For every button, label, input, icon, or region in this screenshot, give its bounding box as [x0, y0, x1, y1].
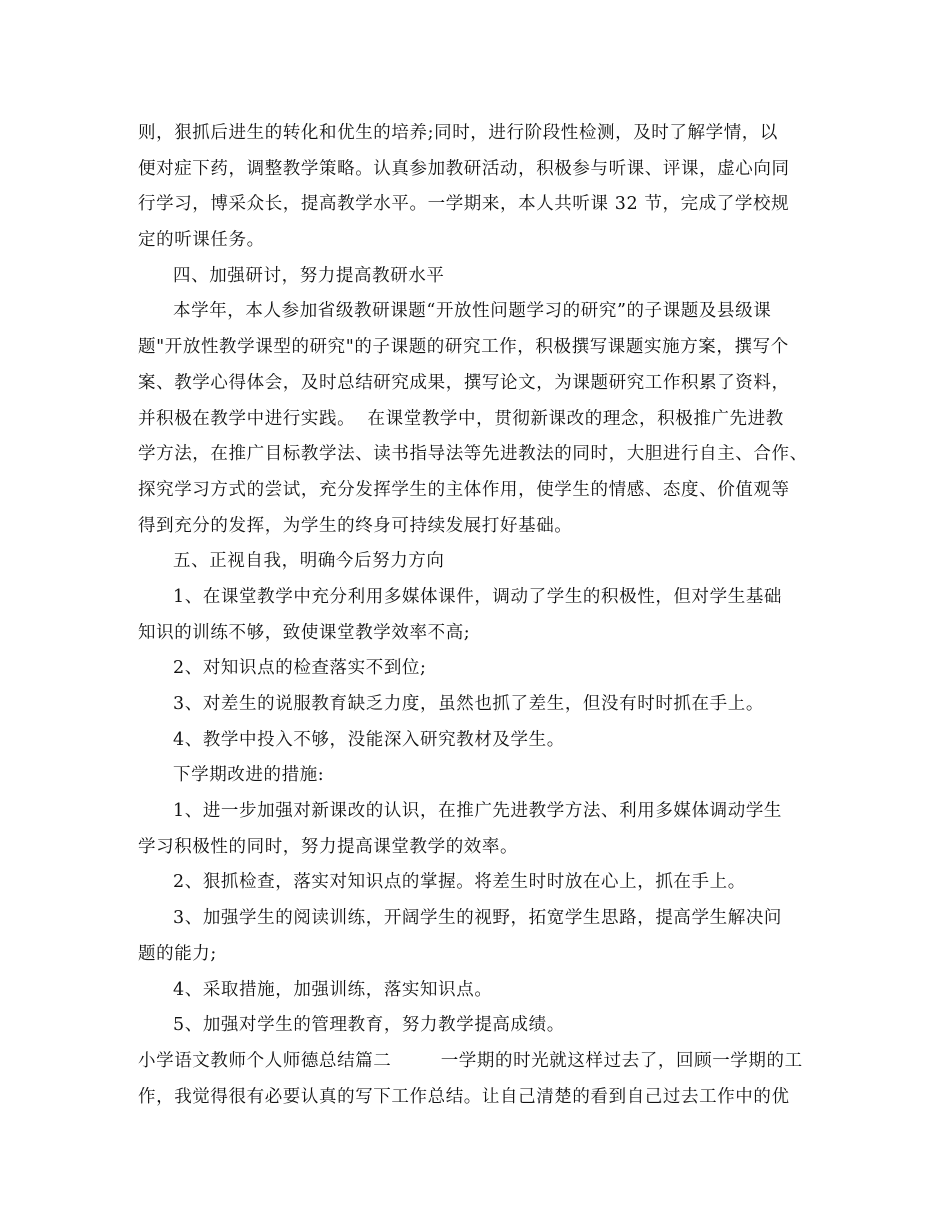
- text-line: 4、采取措施，加强训练，落实知识点。: [173, 979, 493, 1000]
- text-line: 4、教学中投入不够，没能深入研究教材及学生。: [173, 729, 565, 750]
- text-line: 题"开放性教学课型的研究"的子课题的研究工作，积极撰写课题实施方案，撰写个: [138, 337, 789, 358]
- text-line: 2、狠抓检查，落实对知识点的掌握。将差生时时放在心上，抓在手上。: [173, 872, 746, 893]
- text-line: 3、加强学生的阅读训练，开阔学生的视野，拓宽学生思路，提高学生解决问: [173, 908, 783, 929]
- text-line: 2、对知识点的检查落实不到位;: [173, 658, 427, 679]
- text-line: 四、加强研讨，努力提高教研水平: [173, 265, 445, 286]
- text-line: 学习积极性的同时，努力提高课堂教学的效率。: [138, 836, 519, 857]
- text-line: 案、教学心得体会，及时总结研究成果，撰写论文，为课题研究工作积累了资料，: [138, 372, 790, 393]
- text-line: 1、在课堂教学中充分利用多媒体课件，调动了学生的积极性，但对学生基础: [173, 586, 783, 607]
- text-line: 1、进一步加强对新课改的认识，在推广先进教学方法、利用多媒体调动学生: [173, 801, 783, 822]
- text-line: 探究学习方式的尝试，充分发挥学生的主体作用，使学生的情感、态度、价值观等: [138, 479, 790, 500]
- text-line: 知识的训练不够，致使课堂教学效率不高;: [138, 622, 471, 643]
- text-line: 下学期改进的措施:: [173, 765, 325, 786]
- text-line: 作，我觉得很有必要认真的写下工作总结。让自己清楚的看到自己过去工作中的优: [138, 1086, 790, 1107]
- text-line: 便对症下药，调整教学策略。认真参加教研活动，积极参与听课、评课，虚心向同: [138, 158, 790, 179]
- text-line: 题的能力;: [138, 943, 217, 964]
- text-line: 5、加强对学生的管理教育，努力教学提高成绩。: [173, 1015, 565, 1036]
- text-line: 五、正视自我，明确今后努力方向: [173, 551, 445, 572]
- text-line: 定的听课任务。: [138, 230, 265, 251]
- text-line: 得到充分的发挥，为学生的终身可持续发展打好基础。: [138, 515, 573, 536]
- text-line: 行学习，博采众长，提高教学水平。一学期来，本人共听课 32 节，完成了学校规: [138, 194, 790, 215]
- text-line: 并积极在教学中进行实践。 在课堂教学中，贯彻新课改的理念，积极推广先进教: [138, 408, 784, 429]
- document-body: [138, 116, 828, 1115]
- text-line: 小学语文教师个人师德总结篇二 一学期的时光就这样过去了，回顾一学期的工: [138, 1050, 803, 1071]
- text-line: 3、对差生的说服教育缺乏力度，虽然也抓了差生，但没有时时抓在手上。: [173, 694, 764, 714]
- text-line: 本学年，本人参加省级教研课题“开放性问题学习的研究”的子课题及县级课: [173, 301, 772, 322]
- text-line: 学方法，在推广目标教学法、读书指导法等先进教法的同时，大胆进行自主、合作、: [138, 444, 808, 465]
- text-line: 则，狠抓后进生的转化和优生的培养;同时，进行阶段性检测，及时了解学情，以: [138, 123, 778, 143]
